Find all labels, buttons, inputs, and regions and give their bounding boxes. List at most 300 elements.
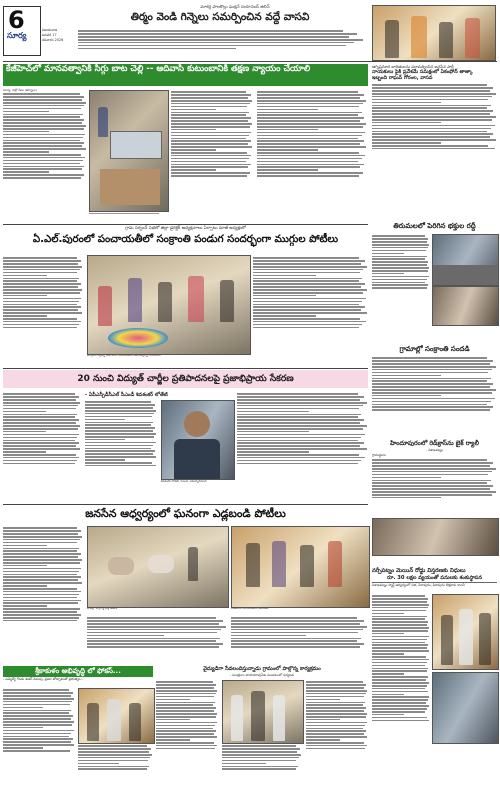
text-line: [372, 471, 492, 473]
text-line: [171, 143, 248, 145]
text-line: [372, 696, 429, 698]
text-line: [257, 149, 318, 151]
text-line: [372, 477, 441, 479]
text-line: [372, 711, 425, 713]
janasena-photo-2: [231, 526, 370, 608]
vaidyam-col-1: [156, 680, 218, 782]
text-line: [372, 409, 490, 411]
text-line: [171, 91, 246, 93]
masthead-brand: సూర్య: [7, 31, 27, 40]
text-line: [156, 733, 214, 735]
text-line: [372, 261, 428, 263]
text-line: [3, 582, 82, 584]
text-line: [372, 258, 425, 260]
text-line: [3, 399, 76, 401]
text-line: [372, 465, 490, 467]
text-line: [3, 440, 75, 442]
text-line: [78, 42, 354, 44]
text-line: [257, 169, 318, 171]
gramam-story: [372, 345, 497, 440]
text-line: [78, 768, 147, 770]
text-line: [231, 620, 364, 622]
text-line: [3, 727, 43, 729]
text-line: [171, 94, 251, 96]
text-line: [3, 591, 81, 593]
text-line: [237, 425, 367, 427]
text-line: [3, 396, 79, 398]
text-line: [3, 321, 81, 323]
text-line: [306, 748, 365, 750]
text-line: [306, 702, 365, 704]
text-line: [3, 588, 77, 590]
banner-col-3: [257, 90, 367, 220]
text-line: [372, 148, 495, 150]
text-line: [372, 383, 493, 385]
text-line: [3, 283, 81, 285]
text-line: [156, 722, 217, 724]
text-line: [3, 425, 80, 427]
masthead-date: జనవరి 17: [42, 33, 57, 37]
hindupur-text: [372, 458, 497, 518]
text-line: [171, 155, 251, 157]
text-line: [372, 488, 490, 490]
text-line: [87, 629, 221, 631]
banner-col-1: [3, 92, 87, 220]
text-line: [3, 550, 77, 552]
text-line: [253, 298, 366, 300]
text-line: [257, 161, 358, 163]
muggu-story: [3, 226, 368, 366]
text-line: [372, 93, 496, 95]
narsipatnam-col-1: [372, 594, 430, 780]
text-line: [372, 119, 492, 121]
text-line: [372, 256, 427, 258]
text-line: [257, 143, 360, 145]
text-line: [257, 175, 359, 177]
text-line: [237, 414, 361, 416]
text-line: [3, 574, 77, 576]
text-line: [372, 462, 493, 464]
text-line: [156, 681, 213, 683]
text-line: [3, 315, 47, 317]
right-top-headline-2: నాయకులు పైకి ప్రవేశమే సమక్షంలో ఏకంఫోన్ తాత్కా: [372, 69, 473, 75]
text-line: [3, 733, 71, 735]
text-line: [372, 131, 487, 133]
text-line: [3, 154, 81, 156]
tirumala-story: [372, 222, 497, 342]
text-line: [257, 117, 364, 119]
text-line: [372, 276, 429, 278]
text-line: [372, 406, 493, 408]
text-line: [237, 416, 358, 418]
text-line: [3, 114, 83, 116]
text-line: [306, 687, 364, 689]
narsipatnam-photo: [432, 594, 499, 670]
tirumala-photo-2: [432, 286, 499, 326]
text-line: [372, 682, 429, 684]
text-line: [3, 617, 79, 619]
text-line: [222, 745, 296, 747]
text-line: [3, 312, 82, 314]
text-line: [257, 129, 318, 131]
text-line: [372, 404, 487, 406]
text-line: [372, 96, 492, 98]
text-line: [257, 112, 362, 114]
text-line: [3, 545, 47, 547]
text-line: [237, 445, 360, 447]
text-line: [85, 465, 156, 467]
text-line: [3, 594, 79, 596]
text-line: [156, 730, 216, 732]
text-line: [3, 177, 81, 179]
text-line: [253, 266, 367, 268]
text-line: [372, 497, 441, 499]
top-photo: [372, 5, 496, 61]
text-line: [372, 673, 404, 675]
text-line: [3, 738, 73, 740]
vidyut-photo-caption: శివశంకర్ లోతేటి, సీఎండీ, ఏపీఎస్పీడీసీఎల్: [161, 480, 207, 483]
text-line: [3, 715, 73, 717]
vaidyam-col-2: [222, 744, 302, 782]
text-line: [171, 166, 248, 168]
text-line: [257, 120, 360, 122]
text-line: [3, 318, 77, 320]
text-line: [257, 106, 359, 108]
text-line: [156, 716, 216, 718]
text-line: [156, 684, 216, 686]
text-line: [372, 287, 427, 289]
text-line: [3, 122, 82, 124]
text-line: [257, 166, 360, 168]
top-kicker: మాకర్ల పాలకొల్లు ఫంక్షనే దయానంద్ జిలిన్: [200, 5, 270, 10]
text-line: [372, 395, 441, 397]
text-line: [85, 442, 156, 444]
text-line: [372, 694, 404, 696]
text-line: [372, 102, 441, 104]
text-line: [372, 270, 428, 272]
text-line: [171, 152, 247, 154]
text-line: [257, 103, 363, 105]
text-line: [372, 610, 426, 612]
text-line: [306, 742, 364, 744]
text-line: [3, 437, 77, 439]
text-line: [3, 168, 82, 170]
text-line: [171, 109, 216, 111]
page-number: 6: [8, 6, 25, 34]
text-line: [372, 136, 490, 138]
text-line: [87, 632, 217, 634]
text-line: [372, 241, 427, 243]
text-line: [222, 751, 297, 753]
text-line: [171, 164, 251, 166]
banner-headline: కేజీహెచ్‌లో మానవత్వానికి సిగ్గు బాట చెల్లి -- ఆదివాసి కుటుంబానికి తక్షణ న్యాయం చేయాలి: [3, 64, 368, 86]
text-line: [372, 244, 429, 246]
text-line: [3, 539, 80, 541]
text-line: [306, 690, 367, 692]
text-line: [372, 485, 493, 487]
text-line: [3, 608, 80, 610]
text-line: [257, 100, 366, 102]
janasena-col-2: [87, 616, 227, 664]
text-line: [253, 301, 362, 303]
text-line: [78, 33, 357, 35]
text-line: [3, 393, 75, 395]
text-line: [306, 725, 365, 727]
text-line: [372, 398, 495, 400]
text-line: [372, 621, 428, 623]
text-line: [3, 457, 79, 459]
text-line: [372, 480, 491, 482]
text-line: [3, 116, 80, 118]
text-line: [372, 363, 490, 365]
text-line: [253, 324, 362, 326]
text-line: [237, 463, 358, 465]
text-line: [3, 620, 77, 622]
text-line: [253, 295, 316, 297]
text-line: [3, 718, 71, 720]
text-line: [372, 705, 429, 707]
caption-line: [89, 213, 159, 214]
text-line: [85, 459, 125, 461]
text-line: [372, 357, 487, 359]
text-line: [372, 685, 427, 687]
text-line: [237, 448, 367, 450]
text-line: [237, 428, 363, 430]
text-line: [306, 719, 340, 721]
text-line: [372, 708, 427, 710]
right-top-kicker: ఆగ్నిప్రమాద బాధితులను పరామర్శించిన జనసేన పార్టీ: [372, 64, 454, 69]
text-line: [222, 766, 298, 768]
text-line: [372, 99, 488, 101]
text-line: [237, 422, 360, 424]
text-line: [372, 633, 404, 635]
text-line: [237, 454, 359, 456]
text-line: [3, 442, 79, 444]
text-line: [237, 437, 361, 439]
text-line: [372, 647, 427, 649]
text-line: [372, 491, 496, 493]
text-line: [372, 639, 427, 641]
text-line: [257, 158, 362, 160]
text-line: [171, 138, 246, 140]
text-line: [257, 94, 364, 96]
text-line: [3, 445, 76, 447]
narsipatnam-kicker: విశాఖపట్నం స్మార్ట్ ఆధ్వర్యంలో సభ, పిఠాపురం, పిఠాపురం కొత్తూరు కాలనీ: [372, 583, 465, 587]
text-line: [3, 174, 84, 176]
text-line: [3, 324, 79, 326]
text-line: [237, 402, 367, 404]
text-line: [85, 427, 155, 429]
text-line: [372, 613, 404, 615]
text-line: [3, 460, 77, 462]
text-line: [253, 257, 359, 259]
muggu-col-1: [3, 256, 83, 364]
text-line: [85, 439, 125, 441]
tirumala-text: [372, 234, 430, 314]
text-line: [171, 112, 249, 114]
text-line: [3, 140, 80, 142]
text-line: [3, 689, 69, 691]
text-line: [85, 419, 125, 421]
text-line: [372, 702, 426, 704]
masthead-place: విజయవాడ: [42, 28, 58, 32]
text-line: [372, 372, 488, 374]
text-line: [171, 97, 248, 99]
top-headline: తిర్మం వెండి గిన్నెలు సమర్పించిన వద్దే వాసవి: [130, 11, 310, 23]
text-line: [3, 309, 78, 311]
text-line: [372, 601, 427, 603]
text-line: [85, 445, 153, 447]
text-line: [3, 131, 49, 133]
text-line: [257, 114, 358, 116]
text-line: [372, 273, 404, 275]
text-line: [3, 597, 77, 599]
text-line: [3, 151, 49, 153]
gramam-headline: గ్రామాల్లో సంక్రాంతి సందడి: [399, 345, 470, 353]
text-line: [372, 253, 404, 255]
text-line: [156, 710, 214, 712]
vidyut-photo: [161, 400, 235, 480]
text-line: [372, 264, 427, 266]
text-line: [3, 280, 77, 282]
text-line: [372, 616, 427, 618]
text-line: [85, 462, 152, 464]
text-line: [257, 109, 318, 111]
text-line: [156, 707, 216, 709]
text-line: [78, 45, 346, 47]
text-line: [306, 710, 364, 712]
text-line: [3, 111, 49, 113]
text-line: [3, 530, 81, 532]
banner-col-2: [171, 90, 253, 220]
text-line: [253, 292, 363, 294]
text-line: [3, 695, 71, 697]
top-story-text: [78, 29, 366, 59]
text-line: [3, 454, 76, 456]
text-line: [231, 617, 357, 619]
text-line: [3, 585, 47, 587]
text-line: [372, 653, 404, 655]
text-line: [3, 736, 69, 738]
srikakulam-story: [3, 666, 153, 783]
text-line: [372, 679, 426, 681]
text-line: [87, 623, 219, 625]
text-line: [78, 754, 152, 756]
text-line: [237, 434, 365, 436]
text-line: [372, 717, 427, 719]
text-line: [237, 408, 359, 410]
text-line: [3, 289, 82, 291]
text-line: [231, 638, 361, 640]
text-line: [372, 618, 425, 620]
text-line: [87, 635, 164, 637]
text-line: [3, 99, 82, 101]
narsipatnam-subhead: రూ. 30 లక్షల వ్యయంతో పనులకు శంకుస్థాపన: [372, 575, 497, 583]
text-line: [78, 745, 147, 747]
muggu-headline: ఏ.ఎల్.పురంలో పంచాయతీలో సంక్రాంతి పండుగ సందర్భంగా ముగ్గుల పోటీలు: [32, 234, 339, 245]
text-line: [3, 327, 77, 329]
text-line: [3, 527, 77, 529]
text-line: [3, 434, 79, 436]
text-line: [231, 643, 364, 645]
text-line: [171, 146, 252, 148]
gramam-text: [372, 356, 497, 436]
text-line: [253, 280, 359, 282]
text-line: [372, 627, 429, 629]
text-line: [253, 306, 365, 308]
text-line: [372, 650, 429, 652]
text-line: [372, 250, 426, 252]
text-line: [3, 701, 72, 703]
text-line: [87, 646, 219, 648]
text-line: [85, 453, 153, 455]
text-line: [257, 123, 366, 125]
text-line: [3, 105, 84, 107]
text-line: [3, 292, 80, 294]
text-line: [78, 760, 148, 762]
text-line: [257, 146, 366, 148]
text-line: [253, 275, 316, 277]
text-line: [3, 744, 74, 746]
text-line: [3, 93, 80, 95]
text-line: [3, 408, 76, 410]
text-line: [306, 733, 364, 735]
text-line: [253, 269, 363, 271]
text-line: [257, 91, 358, 93]
text-line: [237, 419, 364, 421]
text-line: [372, 691, 428, 693]
text-line: [3, 157, 85, 159]
text-line: [85, 413, 154, 415]
text-line: [372, 676, 428, 678]
text-line: [85, 448, 151, 450]
text-line: [87, 626, 226, 628]
text-line: [3, 576, 81, 578]
text-line: [253, 309, 361, 311]
text-line: [156, 748, 215, 750]
text-line: [156, 702, 215, 704]
text-line: [3, 533, 78, 535]
text-line: [372, 659, 429, 661]
text-line: [253, 283, 365, 285]
hindupur-byline: - విశాఖపట్నం: [426, 448, 443, 452]
text-line: [87, 640, 216, 642]
text-line: [372, 604, 429, 606]
text-line: [253, 327, 359, 329]
text-line: [306, 716, 366, 718]
text-line: [372, 474, 488, 476]
text-line: [372, 116, 496, 118]
text-line: [306, 739, 340, 741]
text-line: [237, 457, 365, 459]
masthead-year: శనివారం 2026: [42, 38, 64, 42]
text-line: [372, 366, 496, 368]
janasena-col-1: [3, 526, 83, 666]
text-line: [372, 392, 492, 394]
text-line: [3, 275, 47, 277]
text-line: [156, 728, 213, 730]
text-line: [78, 48, 236, 50]
text-line: [171, 120, 248, 122]
text-line: [306, 736, 367, 738]
right-top-headline-3: ఇబ్బంది రాఘవ్ గోరంల, వాసవ: [372, 75, 433, 81]
text-line: [257, 140, 364, 142]
text-line: [372, 401, 491, 403]
text-line: [372, 369, 492, 371]
muggu-photo-caption: ముగ్గులు వేస్తున్న మహిళలు, బహుమతులు అందజేస్తున్న నాయకులు: [87, 354, 161, 357]
text-line: [3, 548, 79, 550]
text-line: [372, 84, 487, 86]
